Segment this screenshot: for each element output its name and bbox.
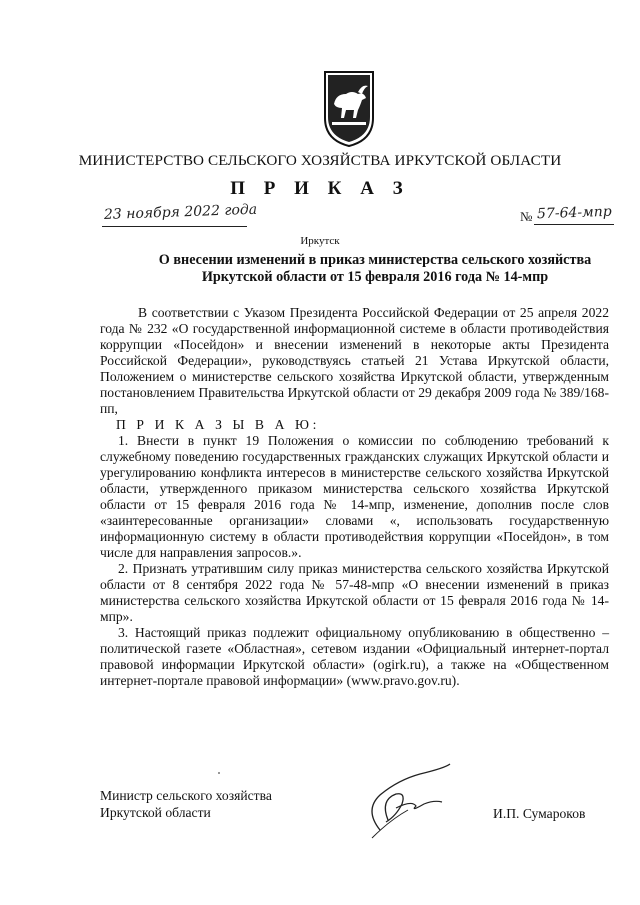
- title-line-2: Иркутской области от 15 февраля 2016 года № 14-мпр: [201, 269, 549, 285]
- number-label: №: [520, 209, 533, 224]
- handwritten-signature: [350, 760, 460, 845]
- item-2-paragraph: 2. Признать утратившим силу приказ министерства сельского хозяйства Иркутской области от 8 сентября 2022 года № 57-48-мпр «О внесении изменений в приказ министерства сельского хозяйства Иркутской области от 15 февраля 2016 года № 14-мпр».: [100, 561, 609, 624]
- signatory-name: И.П. Сумароков: [493, 806, 586, 821]
- position-line-2: Иркутской области: [100, 805, 211, 820]
- document-type-heading: П Р И К А З: [230, 178, 410, 199]
- signatory-position: [100, 787, 272, 821]
- number-underline: [534, 224, 614, 225]
- ministry-name: МИНИСТЕРСТВО СЕЛЬСКОГО ХОЗЯЙСТВА ИРКУТСКОЙ ОБЛАСТИ: [78, 152, 562, 169]
- city-name: Иркутск: [300, 235, 340, 247]
- date-underline: [102, 226, 247, 227]
- stray-mark: [218, 772, 220, 774]
- handwritten-number: 57-64-мпр: [536, 203, 612, 223]
- handwritten-date: 23 ноября 2022 года: [103, 201, 258, 223]
- document-title: [140, 252, 610, 286]
- item-3-paragraph: 3. Настоящий приказ подлежит официальному опубликованию в общественно – политической газете «Областная», сетевом издании «Официальный интернет-портал правовой информации Иркутской области» (ogirk.ru), а также на «Общественном интернет-портале правовой информации» (www.pravo.gov.ru).: [100, 625, 609, 688]
- item-1-paragraph: 1. Внести в пункт 19 Положения о комиссии по соблюдению требований к служебному поведению государственных гражданских служащих Иркутской области и урегулированию конфликта интересов в министерстве сельского хозяйства Иркутской области, утвержденного приказом министерства сельского хозяйства Иркутской области от 15 февраля 2016 года № 14-мпр, изменение, дополнив после слов «заинтересованные организации» словами «, использовать государственную информационную систему в области противодействия коррупции «Посейдон», в том числе для направления запросов.».: [100, 433, 609, 560]
- document-body: [100, 305, 609, 689]
- preamble-paragraph: В соответствии с Указом Президента Российской Федерации от 25 апреля 2022 года № 232 «О государственной информационной системе в области противодействия коррупции «Посейдон» и внесении изменений в некоторые акты Президента Российской Федерации», руководствуясь статьей 21 Устава Иркутской области, Положением о министерстве сельского хозяйства Иркутской области, утвержденным постановлением Правительства Иркутской области от 29 декабря 2009 года № 389/168-пп,: [100, 305, 609, 416]
- position-line-1: Министр сельского хозяйства: [100, 788, 272, 803]
- order-word: П Р И К А З Ы В А Ю:: [116, 417, 320, 432]
- title-line-1: О внесении изменений в приказ министерства сельского хозяйства: [158, 252, 592, 268]
- coat-of-arms-emblem: [322, 70, 376, 148]
